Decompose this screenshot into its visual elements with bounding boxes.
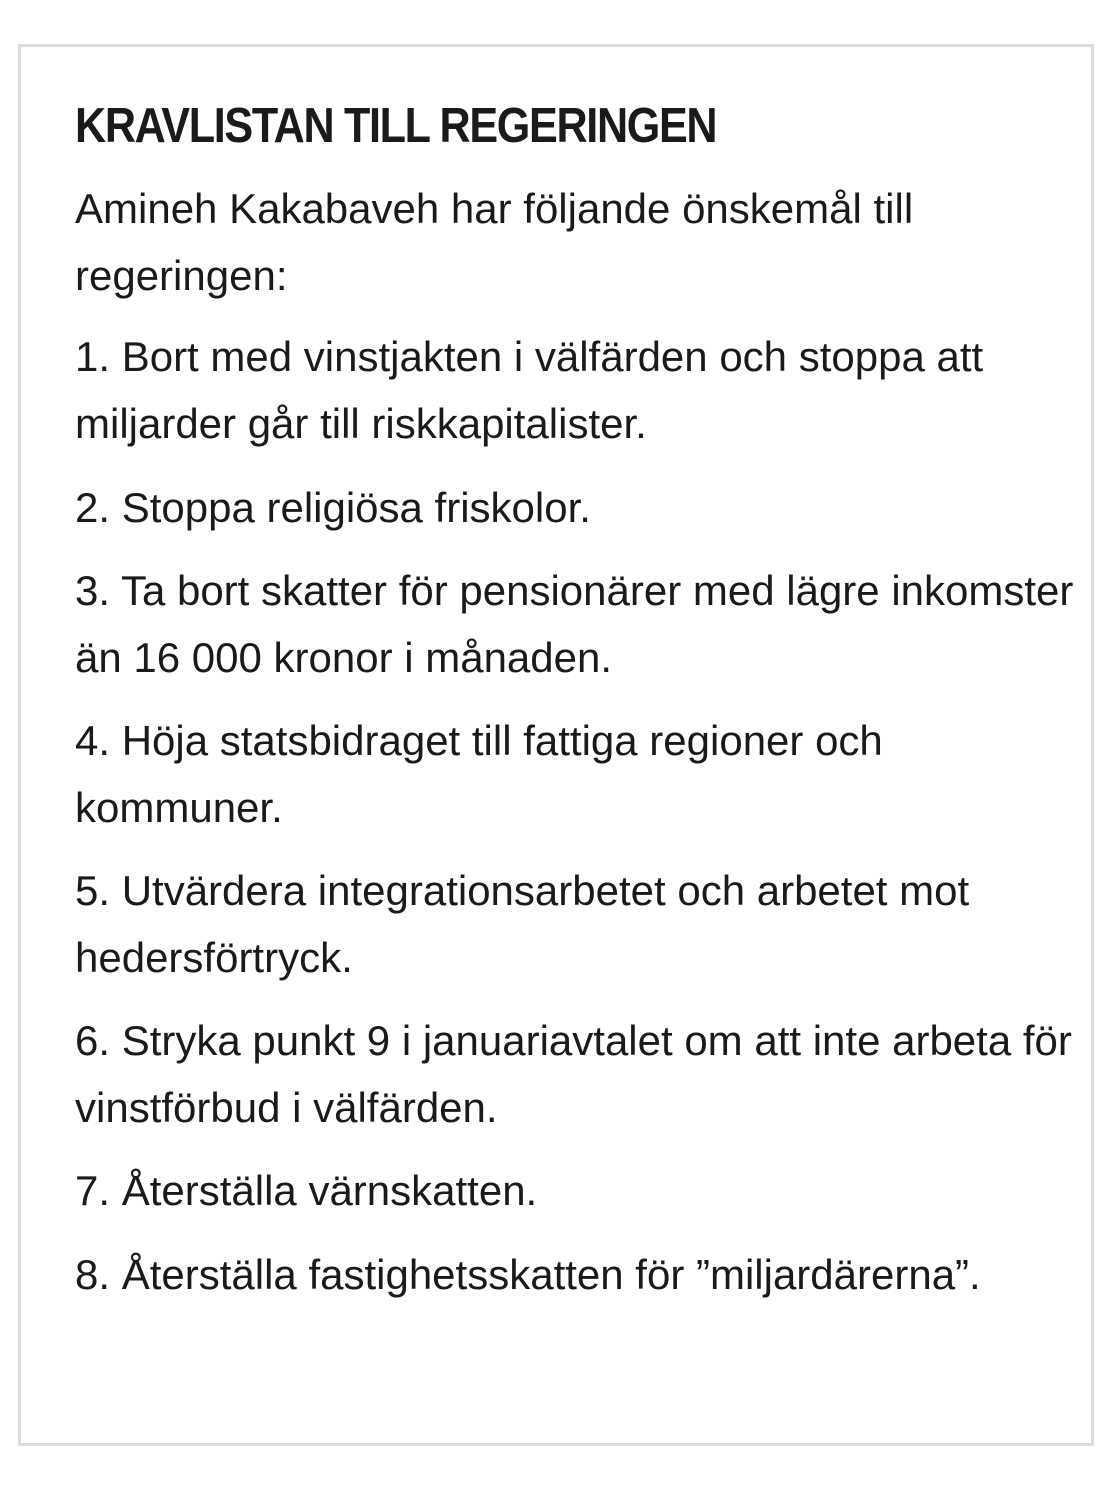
demand-item-3: 3. Ta bort skatter för pensionärer med lägre inkomster än 16 000 kronor i månaden. [75,567,1074,681]
demand-item-5: 5. Utvärdera integrationsarbetet och arbetet mot hedersförtryck. [75,867,970,981]
demand-item-4: 4. Höja statsbidraget till fattiga regioner och kommuner. [75,717,883,831]
demand-item-6: 6. Stryka punkt 9 i januariavtalet om att inte arbeta för vinstförbud i välfärden. [75,1017,1072,1131]
demand-item-7: 7. Återställa värnskatten. [75,1167,538,1214]
box-heading: KRAVLISTAN TILL REGERINGEN [75,99,717,153]
demand-item-8: 8. Återställa fastighetsskatten för ”miljardärerna”. [75,1251,981,1298]
demand-item-1: 1. Bort med vinstjakten i välfärden och stoppa att miljarder går till riskkapitalister. [75,333,984,447]
intro-text: Amineh Kakabaveh har följande önskemål till regeringen: [75,185,914,299]
demand-item-2: 2. Stoppa religiösa friskolor. [75,484,591,531]
